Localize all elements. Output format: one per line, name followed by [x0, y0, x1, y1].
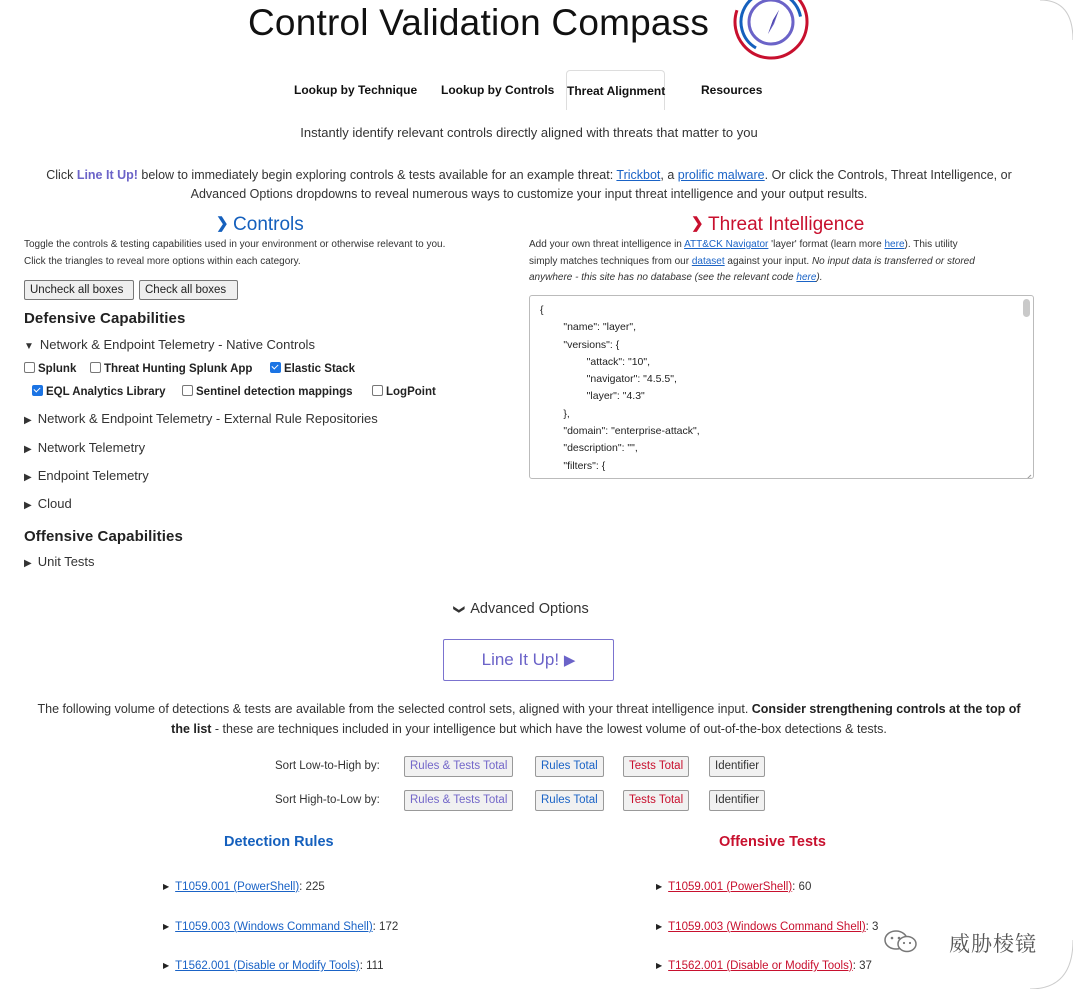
- group-label: Unit Tests: [37, 554, 95, 569]
- sort-high-rules-tests-button[interactable]: Rules & Tests Total: [404, 790, 513, 811]
- line-it-up-button[interactable]: [443, 639, 614, 681]
- sort-low-tests-button[interactable]: Tests Total: [623, 756, 689, 777]
- checkbox-box[interactable]: [182, 385, 193, 396]
- checkbox-threat-hunting-splunk[interactable]: [90, 362, 252, 375]
- triangle-right-icon: ▶: [163, 922, 170, 931]
- sort-low-label: Sort Low-to-High by:: [275, 760, 380, 772]
- checkbox-box[interactable]: [372, 385, 383, 396]
- defensive-heading: Defensive Capabilities: [24, 310, 186, 327]
- triangle-right-icon: ▶: [656, 922, 663, 931]
- results-paragraph: [32, 699, 1026, 739]
- checkbox-label: LogPoint: [386, 386, 436, 398]
- triangle-down-icon: ▼: [24, 341, 34, 352]
- technique-link[interactable]: T1059.003 (Windows Command Shell): [668, 921, 866, 933]
- dataset-link[interactable]: dataset: [691, 255, 725, 267]
- checkbox-label: EQL Analytics Library: [46, 386, 166, 398]
- json-input-text[interactable]: { "name": "layer", "versions": { "attack": "10", "navigator": "4.5.5", "layer": "4.3" }, "domain": "enterprise-attack", "description": "", "filters": {: [540, 304, 700, 472]
- technique-link[interactable]: T1059.003 (Windows Command Shell): [175, 921, 373, 933]
- triangle-right-icon: ▶: [24, 444, 32, 455]
- technique-count: : 225: [299, 881, 325, 893]
- tagline: Instantly identify relevant controls directly aligned with threats that matter to you: [300, 125, 758, 140]
- technique-count: : 60: [792, 881, 812, 893]
- chevron-down-icon: ❯: [216, 215, 229, 232]
- results-bold: Consider strengthening controls at the top of the list: [171, 702, 1021, 736]
- intro-text: [20, 166, 1038, 204]
- uncheck-all-button[interactable]: Uncheck all boxes: [24, 280, 134, 300]
- list-item[interactable]: [656, 960, 872, 972]
- checkbox-splunk[interactable]: [24, 362, 76, 375]
- group-external-rules[interactable]: [24, 411, 378, 426]
- technique-link[interactable]: T1562.001 (Disable or Modify Tools): [175, 960, 360, 972]
- line-it-up-label: Line It Up!: [481, 650, 560, 669]
- checkbox-elastic-stack[interactable]: [270, 362, 355, 375]
- ti-text: No input data is transferred or stored: [811, 255, 975, 267]
- list-item[interactable]: [656, 921, 878, 933]
- tab-lookup-controls[interactable]: Lookup by Controls: [441, 83, 555, 97]
- group-native-controls[interactable]: [24, 337, 315, 352]
- ti-text: Add your own threat intelligence in: [529, 239, 685, 250]
- technique-link[interactable]: T1562.001 (Disable or Modify Tools): [668, 960, 853, 972]
- results-text: The following volume of detections & tests are available from the selected control sets, aligned with your threat intelligence input.: [37, 702, 752, 716]
- group-cloud[interactable]: [24, 496, 72, 511]
- detection-rules-heading: Detection Rules: [224, 834, 334, 850]
- triangle-right-icon: ▶: [163, 882, 170, 891]
- trickbot-link[interactable]: Trickbot: [616, 168, 661, 182]
- threat-intel-textarea[interactable]: [529, 295, 1034, 479]
- tab-threat-alignment[interactable]: Threat Alignment: [566, 70, 665, 110]
- checkbox-label: Threat Hunting Splunk App: [104, 363, 253, 375]
- checkbox-box[interactable]: [32, 385, 43, 396]
- controls-desc-line: Click the triangles to reveal more options within each category.: [24, 255, 301, 267]
- group-endpoint-telemetry[interactable]: [24, 468, 149, 483]
- intro-part: , a: [660, 168, 678, 182]
- check-all-button[interactable]: Check all boxes: [139, 280, 238, 300]
- learn-more-link[interactable]: here: [884, 239, 905, 250]
- group-label: Network Telemetry: [37, 440, 146, 455]
- checkbox-eql-analytics[interactable]: [32, 385, 166, 398]
- group-network-telemetry[interactable]: [24, 440, 145, 455]
- sort-high-label: Sort High-to-Low by:: [275, 794, 380, 806]
- chevron-down-icon: ❯: [691, 215, 704, 232]
- triangle-right-icon: ▶: [163, 961, 170, 970]
- threat-intel-heading: Threat Intelligence: [708, 214, 865, 235]
- checkbox-sentinel[interactable]: [182, 385, 353, 398]
- triangle-right-icon: ▶: [24, 415, 32, 426]
- ti-text: ). This utility: [904, 239, 958, 250]
- sort-high-identifier-button[interactable]: Identifier: [709, 790, 765, 811]
- checkbox-label: Splunk: [38, 363, 77, 375]
- frame-edge: [1000, 0, 1073, 994]
- technique-count: : 3: [865, 921, 879, 933]
- triangle-right-icon: ▶: [656, 961, 663, 970]
- list-item[interactable]: [163, 881, 325, 893]
- technique-count: : 111: [359, 960, 384, 972]
- technique-count: : 172: [372, 921, 399, 933]
- controls-toggle[interactable]: [216, 214, 304, 236]
- advanced-options-label: Advanced Options: [470, 601, 589, 617]
- ti-text: against your input.: [724, 255, 812, 267]
- compass-logo-icon: [729, 0, 813, 67]
- prolific-malware-link[interactable]: prolific malware: [677, 168, 765, 182]
- offensive-heading: Offensive Capabilities: [24, 528, 183, 545]
- group-label: Endpoint Telemetry: [37, 468, 149, 483]
- list-item[interactable]: [163, 921, 398, 933]
- play-icon: ▶: [563, 652, 576, 669]
- sort-low-rules-button[interactable]: Rules Total: [535, 756, 604, 777]
- triangle-right-icon: ▶: [656, 882, 663, 891]
- threat-intel-toggle[interactable]: [691, 214, 864, 236]
- chevron-down-icon: ❯: [453, 604, 466, 615]
- checkbox-box[interactable]: [24, 362, 35, 373]
- offensive-tests-heading: Offensive Tests: [719, 834, 826, 850]
- intro-part: . Or click the Controls, Threat Intelligence, or Advanced Options dropdowns to reveal numerous ways to customize your input threat intelligence and your output results.: [190, 168, 1012, 201]
- intro-part: Click: [46, 168, 77, 182]
- group-label: Network & Endpoint Telemetry - Native Controls: [39, 337, 315, 352]
- list-item[interactable]: [656, 881, 811, 893]
- sort-low-identifier-button[interactable]: Identifier: [709, 756, 765, 777]
- results-text: - these are techniques included in your intelligence but which have the lowest volume of out-of-the-box detections & tests.: [211, 722, 887, 736]
- sort-high-rules-button[interactable]: Rules Total: [535, 790, 604, 811]
- group-label: Network & Endpoint Telemetry - External Rule Repositories: [37, 411, 378, 426]
- ti-text: simply matches techniques from our: [529, 255, 692, 267]
- watermark-text: 威胁棱镜: [949, 933, 1037, 956]
- group-label: Cloud: [37, 496, 72, 511]
- technique-link[interactable]: T1059.001 (PowerShell): [668, 881, 793, 893]
- code-link[interactable]: here: [796, 272, 817, 283]
- sort-high-tests-button[interactable]: Tests Total: [623, 790, 689, 811]
- controls-heading: Controls: [233, 214, 304, 235]
- sort-low-rules-tests-button[interactable]: Rules & Tests Total: [404, 756, 513, 777]
- threat-intel-description: [529, 237, 1039, 287]
- checkbox-label: Sentinel detection mappings: [196, 386, 353, 398]
- page-title: Control Validation Compass: [248, 2, 710, 43]
- triangle-right-icon: ▶: [24, 500, 32, 511]
- checkbox-box[interactable]: [270, 362, 281, 373]
- checkbox-box[interactable]: [90, 362, 101, 373]
- checkbox-label: Elastic Stack: [284, 363, 355, 375]
- technique-count: : 37: [852, 960, 872, 972]
- ti-text: 'layer' format (learn more: [768, 239, 885, 250]
- list-item[interactable]: [163, 960, 384, 972]
- intro-part: below to immediately begin exploring controls & tests available for an example threat:: [137, 168, 617, 182]
- checkbox-logpoint[interactable]: [372, 385, 436, 398]
- controls-description: [24, 237, 445, 270]
- triangle-right-icon: ▶: [24, 558, 32, 569]
- group-unit-tests[interactable]: [24, 554, 95, 569]
- wechat-icon: [882, 929, 922, 960]
- navigator-link[interactable]: ATT&CK Navigator: [684, 239, 769, 250]
- ti-text: ).: [816, 272, 823, 283]
- triangle-right-icon: ▶: [24, 472, 32, 483]
- intro-line-it-up: Line It Up!: [76, 168, 138, 182]
- tab-resources[interactable]: Resources: [701, 83, 763, 97]
- ti-text: anywhere - this site has no database (see the relevant code: [529, 272, 797, 283]
- advanced-options-toggle[interactable]: [455, 601, 589, 617]
- technique-link[interactable]: T1059.001 (PowerShell): [175, 881, 300, 893]
- controls-desc-line: Toggle the controls & testing capabilities used in your environment or otherwise relevant to you.: [24, 239, 446, 250]
- tab-lookup-technique[interactable]: Lookup by Technique: [294, 83, 418, 97]
